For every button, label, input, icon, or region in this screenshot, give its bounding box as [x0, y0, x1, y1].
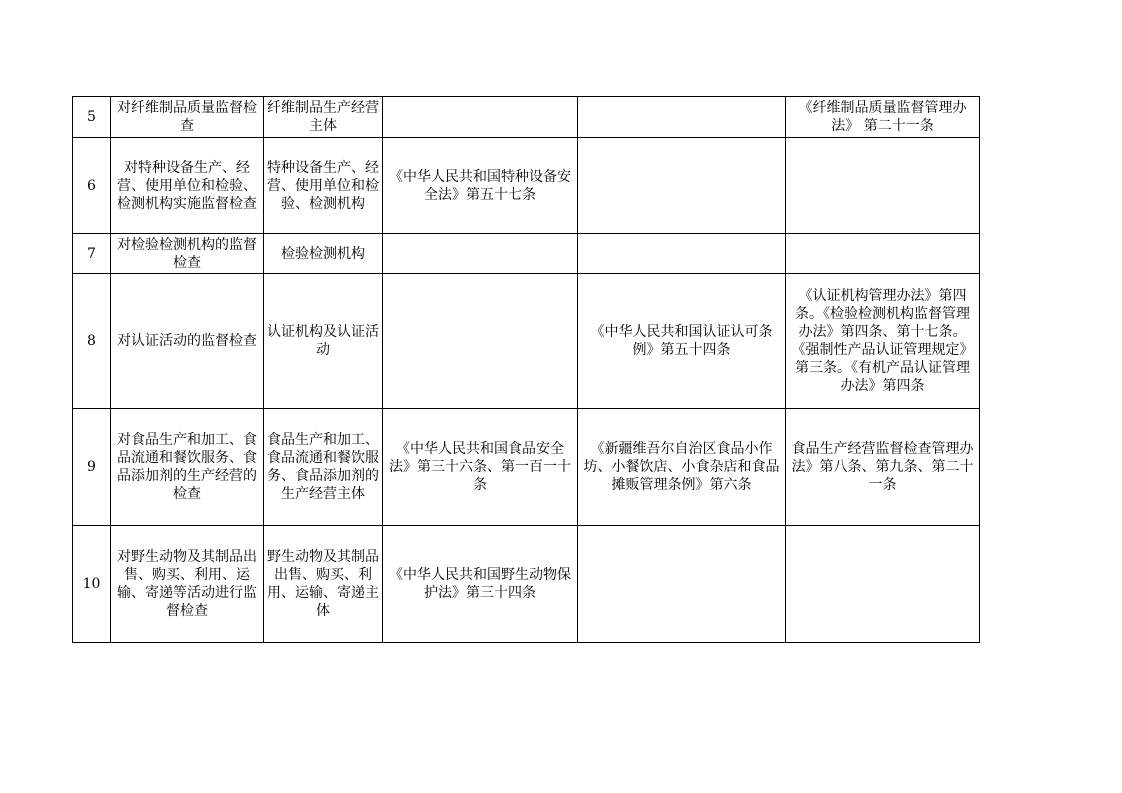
- regulation-basis-cell: [578, 234, 786, 274]
- regulation-basis-cell: 《中华人民共和国认证认可条例》第五十四条: [578, 274, 786, 409]
- law-basis-cell: [383, 234, 578, 274]
- row-number: 9: [73, 409, 111, 526]
- rules-basis-cell: [786, 526, 980, 643]
- row-number: 10: [73, 526, 111, 643]
- table-row: [73, 274, 980, 409]
- row-number: 8: [73, 274, 111, 409]
- row-number: 6: [73, 138, 111, 234]
- rules-basis-cell: [786, 138, 980, 234]
- regulation-basis-cell: 《新疆维吾尔自治区食品小作坊、小餐饮店、小食杂店和食品摊贩管理条例》第六条: [578, 409, 786, 526]
- rules-basis-cell: 《纤维制品质量监督管理办法》 第二十一条: [786, 97, 980, 138]
- regulation-basis-cell: [578, 526, 786, 643]
- regulation-basis-cell: [578, 97, 786, 138]
- inspected-subject-cell: 纤维制品生产经营主体: [264, 97, 383, 138]
- rules-basis-cell: 食品生产经营监督检查管理办法》第八条、第九条、第二十一条: [786, 409, 980, 526]
- table-row: [73, 526, 980, 643]
- table-row: [73, 138, 980, 234]
- rules-basis-cell: [786, 234, 980, 274]
- law-basis-cell: [383, 274, 578, 409]
- inspected-subject-cell: 认证机构及认证活动: [264, 274, 383, 409]
- inspection-item-cell: 对认证活动的监督检查: [111, 274, 264, 409]
- inspection-item-cell: 对纤维制品质量监督检查: [111, 97, 264, 138]
- regulation-basis-cell: [578, 138, 786, 234]
- inspected-subject-cell: 食品生产和加工、食品流通和餐饮服务、食品添加剂的生产经营主体: [264, 409, 383, 526]
- inspected-subject-cell: 检验检测机构: [264, 234, 383, 274]
- row-number: 5: [73, 97, 111, 138]
- law-basis-cell: 《中华人民共和国食品安全法》第三十六条、第一百一十条: [383, 409, 578, 526]
- law-basis-cell: 《中华人民共和国野生动物保护法》第三十四条: [383, 526, 578, 643]
- inspection-item-cell: 对特种设备生产、经营、使用单位和检验、检测机构实施监督检查: [111, 138, 264, 234]
- inspection-item-cell: 对野生动物及其制品出售、购买、利用、运输、寄递等活动进行监督检查: [111, 526, 264, 643]
- rules-basis-cell: 《认证机构管理办法》第四条。《检验检测机构监督管理办法》第四条、第十七条。《强制性产品认证管理规定》第三条。《有机产品认证管理办法》第四条: [786, 274, 980, 409]
- inspection-item-cell: 对食品生产和加工、食品流通和餐饮服务、食品添加剂的生产经营的检查: [111, 409, 264, 526]
- law-basis-cell: [383, 97, 578, 138]
- inspection-item-cell: 对检验检测机构的监督检查: [111, 234, 264, 274]
- row-number: 7: [73, 234, 111, 274]
- table-row: [73, 97, 980, 138]
- inspection-items-table: [72, 96, 980, 643]
- table-row: [73, 409, 980, 526]
- inspected-subject-cell: 野生动物及其制品出售、购买、利用、运输、寄递主体: [264, 526, 383, 643]
- table-row: [73, 234, 980, 274]
- law-basis-cell: 《中华人民共和国特种设备安全法》第五十七条: [383, 138, 578, 234]
- inspected-subject-cell: 特种设备生产、经营、使用单位和检验、检测机构: [264, 138, 383, 234]
